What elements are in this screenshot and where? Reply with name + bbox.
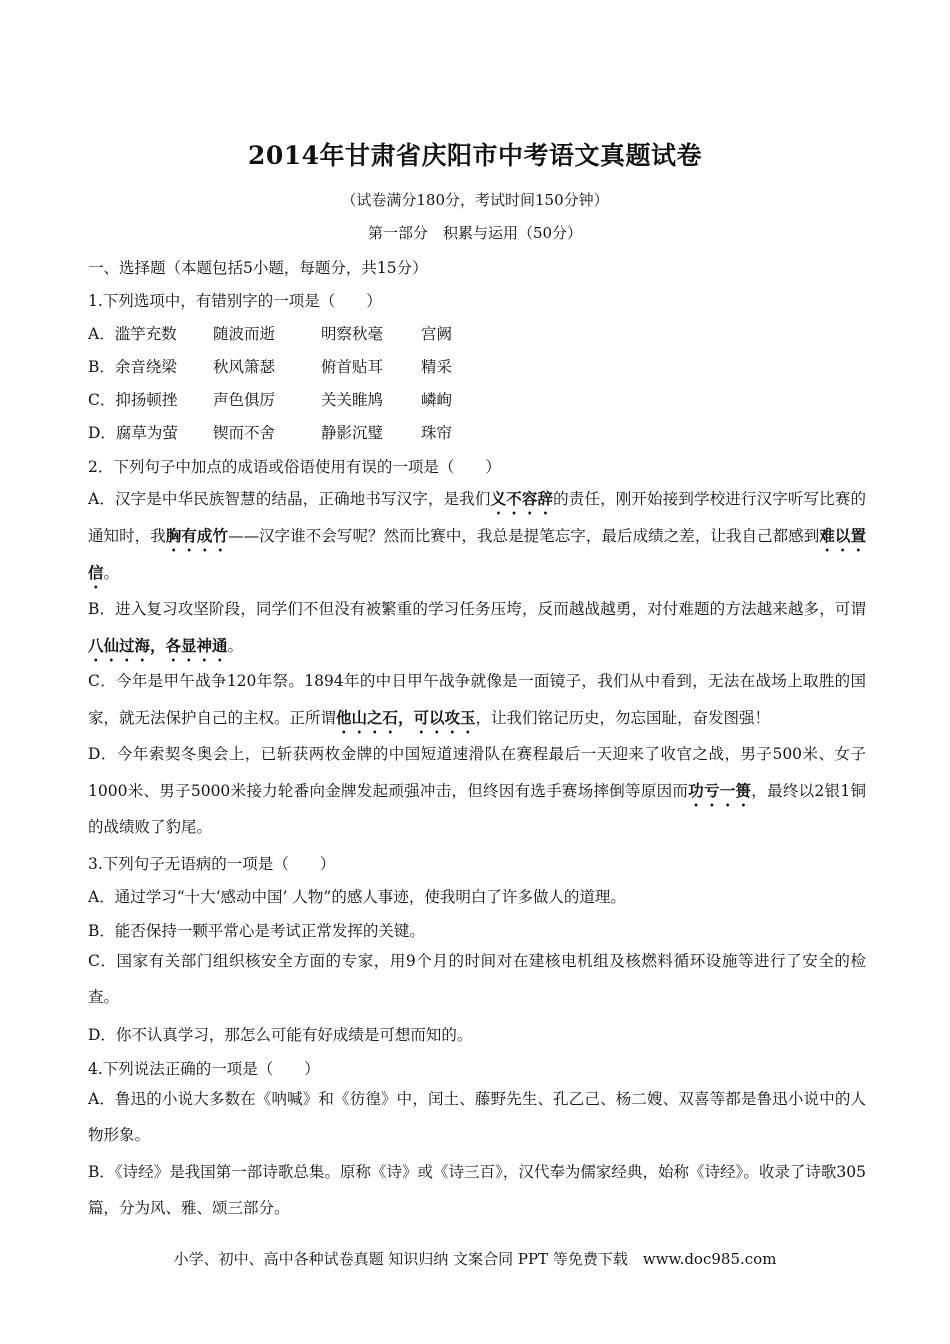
q4-option-a: A．鲁迅的小说大多数在《呐喊》和《彷徨》中，闰土、藤野先生、孔乙己、杨二嫂、双喜等都是鲁迅小说中的人物形象。	[88, 1090, 866, 1144]
q2-b-idiom: 八仙过海，各显神通	[88, 635, 228, 655]
q1-c-term-4: 嶙峋	[421, 391, 453, 409]
q1-d-term-1: D．腐草为萤	[88, 424, 178, 442]
q3-option-b: B．能否保持一颗平常心是考试正常发挥的关键。	[88, 922, 425, 940]
q4-stem: 4.下列说法正确的一项是（ ）	[88, 1060, 320, 1078]
q2-a-idiom-3: 难以置信	[88, 526, 866, 582]
q1-d-term-2: 锲而不舍	[213, 424, 276, 442]
section-heading: 一、选择题（本题包括5小题，每题分，共15分）	[88, 259, 428, 277]
q1-a-term-1: A．滥竽充数	[88, 325, 177, 343]
q3-option-d: D．你不认真学习，那怎么可能有好成绩是可想而知的。	[88, 1026, 473, 1044]
q3-option-a: A．通过学习“十大‘感动中国’ 人物”的感人事迹，使我明白了许多做人的道理。	[88, 888, 626, 906]
q1-option-d	[88, 421, 481, 443]
q2-a-idiom-1: 义不容辞	[490, 489, 554, 508]
q2-b-text-2: 。	[227, 636, 244, 655]
q3-stem: 3.下列句子无语病的一项是（ ）	[88, 855, 336, 873]
q1-option-b	[88, 355, 481, 377]
q1-d-term-3: 静影沉璧	[321, 424, 384, 442]
q2-d-text-2: ，最终以2银1铜的战绩败了豹尾。	[88, 781, 866, 836]
q1-stem: 1.下列选项中，有错别字的一项是（ ）	[88, 292, 382, 310]
q1-b-term-2: 秋风箫瑟	[213, 358, 276, 376]
page-title: 2014年甘肃省庆阳市中考语文真题试卷	[247, 141, 703, 170]
q1-a-term-4: 宫阙	[421, 325, 453, 343]
q2-option-a	[88, 481, 866, 592]
exam-info: （试卷满分180分，考试时间150分钟）	[341, 191, 609, 209]
q1-d-term-4: 珠帘	[421, 424, 453, 442]
q2-c-idiom: 他山之石，可以攻玉	[336, 707, 476, 727]
q1-b-term-3: 俯首贴耳	[321, 358, 384, 376]
q2-d-idiom: 功亏一篑	[688, 780, 752, 800]
part-heading: 第一部分 积累与运用（50分）	[367, 224, 583, 242]
q1-b-term-4: 精采	[421, 358, 453, 376]
q2-b-text-1: B．进入复习攻坚阶段，同学们不但没有被繁重的学习任务压垮，反而越战越勇，对付难题的方法越来越多，可谓	[88, 600, 866, 618]
q2-a-text-2: 的责任，刚开始接到学校进行汉字听写比赛的通知时，我	[88, 490, 866, 545]
q1-b-term-1: B．余音绕梁	[88, 358, 177, 376]
q2-option-b	[88, 592, 866, 665]
q2-option-d	[88, 737, 866, 845]
q2-option-c	[88, 664, 866, 737]
q3-option-c: C．国家有关部门组织核安全方面的专家，用9个月的时间对在建核电机组及核燃料循环设施等进行了安全的检查。	[88, 952, 866, 1006]
q2-stem: 2．下列句子中加点的成语或俗语使用有误的一项是（ ）	[88, 458, 501, 476]
q1-a-term-3: 明察秋毫	[321, 325, 384, 343]
q1-a-term-2: 随波而逝	[213, 325, 276, 343]
q1-option-a	[88, 322, 481, 344]
q2-a-idiom-2: 胸有成竹	[165, 526, 229, 545]
page-footer: 小学、初中、高中各种试卷真题 知识归纳 文案合同 PPT 等免费下载 www.doc985.com	[173, 1250, 777, 1268]
q1-c-term-3: 关关睢鸠	[321, 391, 384, 409]
q2-a-text-4: 。	[103, 564, 120, 582]
q1-option-c	[88, 388, 481, 410]
q2-a-text-3: ——汉字谁不会写呢？然而比赛中，我总是提笔忘字，最后成绩之差，让我自己都感到	[228, 527, 820, 545]
q2-c-text-2: ，让我们铭记历史，勿忘国耻，奋发图强！	[475, 708, 771, 727]
q2-c-text-1: C．今年是甲午战争120年祭。1894年的中日甲午战争就像是一面镜子，我们从中看到，无法在战场上取胜的国家，就无法保护自己的主权。正所谓	[88, 672, 866, 727]
q2-a-text-1: A．汉字是中华民族智慧的结晶，正确地书写汉字，是我们	[88, 490, 491, 508]
q4-option-b: B．《诗经》是我国第一部诗歌总集。原称《诗》或《诗三百》，汉代奉为儒家经典，始称《诗经》。收录了诗歌305篇，分为风、雅、颂三部分。	[88, 1163, 866, 1217]
q1-c-term-2: 声色俱厉	[213, 391, 276, 409]
q2-d-text-1: D．今年索契冬奥会上，已斩获两枚金牌的中国短道速滑队在赛程最后一天迎来了收官之战，男子500米、女子1000米、男子5000米接力轮番向金牌发起顽强冲击，但终因有选手赛场摔倒等原因而	[88, 745, 866, 800]
q1-c-term-1: C．抑扬顿挫	[88, 391, 178, 409]
